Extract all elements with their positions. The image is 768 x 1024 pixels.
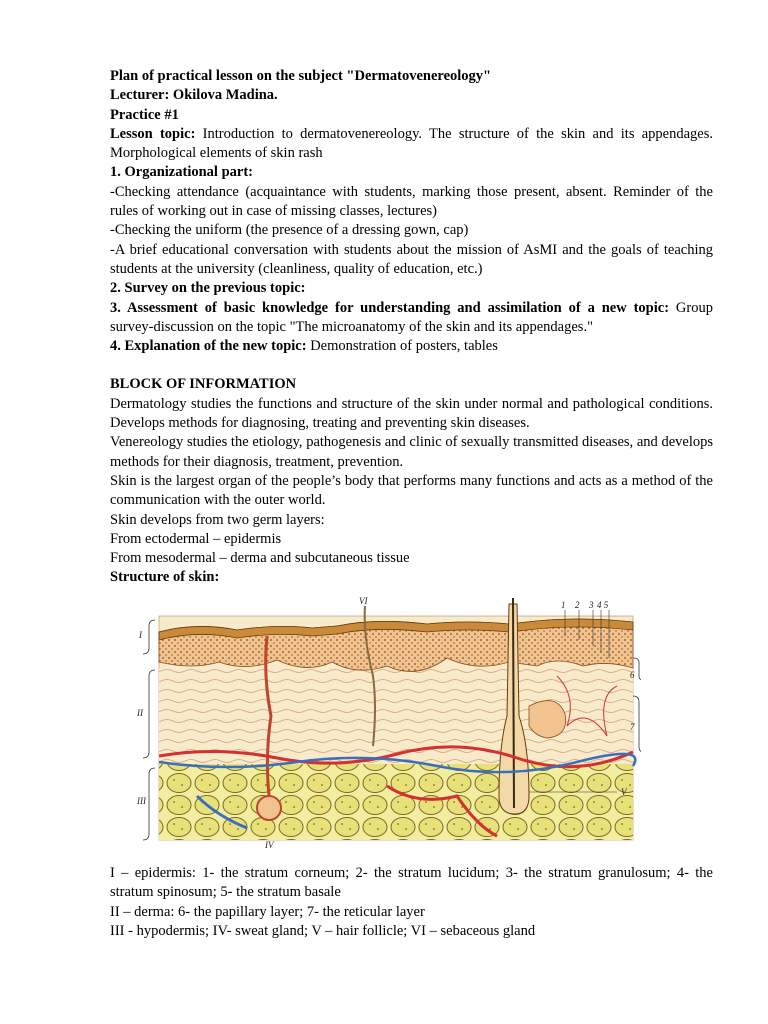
info-paragraph-3: Skin is the largest organ of the people’s body that performs many functions and acts as a method of the communication with the outer world.: [110, 472, 713, 509]
explanation: [110, 337, 713, 356]
lecturer: Lecturer: Okilova Madina.: [110, 87, 278, 104]
hypodermis-layer: [159, 764, 633, 840]
explanation-text: Demonstration of posters, tables: [306, 338, 498, 355]
org-item-3: -A brief educational conversation with students about the mission of AsMI and the goals of teaching students at the university (cleanliness, quality of education, etc.): [110, 241, 713, 277]
label-VI: VI: [359, 596, 368, 606]
plan-title: Plan of practical lesson on the subject "Dermatovenereology": [110, 68, 492, 84]
label-I: I: [139, 630, 142, 640]
practice-number: Practice #1: [110, 106, 179, 123]
label-II: II: [137, 708, 143, 718]
assessment: [110, 299, 713, 338]
label-III: III: [137, 796, 146, 806]
label-3: 3: [589, 600, 594, 610]
assessment-text: Group survey-discussion on the topic "The microanatomy of the skin and its appendages.": [110, 299, 713, 335]
assessment-heading: 3. Assessment of basic knowledge for understanding and assimilation of a new topic:: [110, 299, 670, 316]
explanation-heading: 4. Explanation of the new topic:: [110, 338, 307, 355]
caption-line-2: II – derma: 6- the papillary layer; 7- the reticular layer: [110, 903, 425, 920]
lesson-plan-text: [110, 67, 713, 588]
org-item-1: -Checking attendance (acquaintance with students, marking those present, absent. Reminder of the rules of working out in case of missing classes, lectures): [110, 183, 713, 220]
label-7: 7: [630, 722, 635, 732]
label-1: 1: [561, 600, 566, 610]
hair-shaft: [513, 598, 514, 808]
label-IV: IV: [265, 840, 274, 850]
info-paragraph-5: From ectodermal – epidermis: [110, 530, 282, 547]
label-2: 2: [575, 600, 580, 610]
lesson-topic-text: Introduction to dermatovenereology. The structure of the skin and its appendages. Morphological elements of skin rash: [110, 125, 713, 162]
info-paragraph-6: From mesodermal – derma and subcutaneous tissue: [110, 550, 410, 567]
info-heading: BLOCK OF INFORMATION: [110, 376, 297, 393]
info-paragraph-1: Dermatology studies the functions and structure of the skin under normal and pathological conditions. Develops methods for diagnosing, treating and preventing skin diseases.: [110, 395, 713, 432]
sweat-gland-coil: [257, 796, 281, 820]
org-item-2: -Checking the uniform (the presence of a dressing gown, cap): [110, 222, 469, 239]
figure-caption: [110, 864, 713, 941]
bracket-epidermis: [143, 620, 155, 654]
sebaceous-gland: [529, 701, 566, 738]
bracket-dermis: [143, 670, 155, 758]
survey-heading: 2. Survey on the previous topic:: [110, 280, 306, 297]
label-45: 4 5: [597, 600, 609, 610]
caption-line-1: I – epidermis: 1- the stratum corneum; 2- the stratum lucidum; 3- the stratum granulosum; 4- the stratum spinosum; 5- the stratum basale: [110, 865, 713, 901]
label-V: V: [621, 787, 627, 797]
info-paragraph-2: Venereology studies the etiology, pathogenesis and clinic of sexually transmitted diseases, and develops methods for their diagnosis, treatment, prevention.: [110, 434, 713, 470]
label-6: 6: [630, 670, 635, 680]
org-heading: 1. Organizational part:: [110, 164, 253, 181]
structure-heading: Structure of skin:: [110, 569, 220, 586]
info-paragraph-4: Skin develops from two germ layers:: [110, 511, 325, 528]
caption-line-3: III - hypodermis; IV- sweat gland; V – hair follicle; VI – sebaceous gland: [110, 922, 536, 939]
lesson-topic-label: Lesson topic:: [110, 125, 196, 142]
lesson-topic: [110, 125, 713, 164]
skin-structure-diagram: [137, 596, 641, 850]
